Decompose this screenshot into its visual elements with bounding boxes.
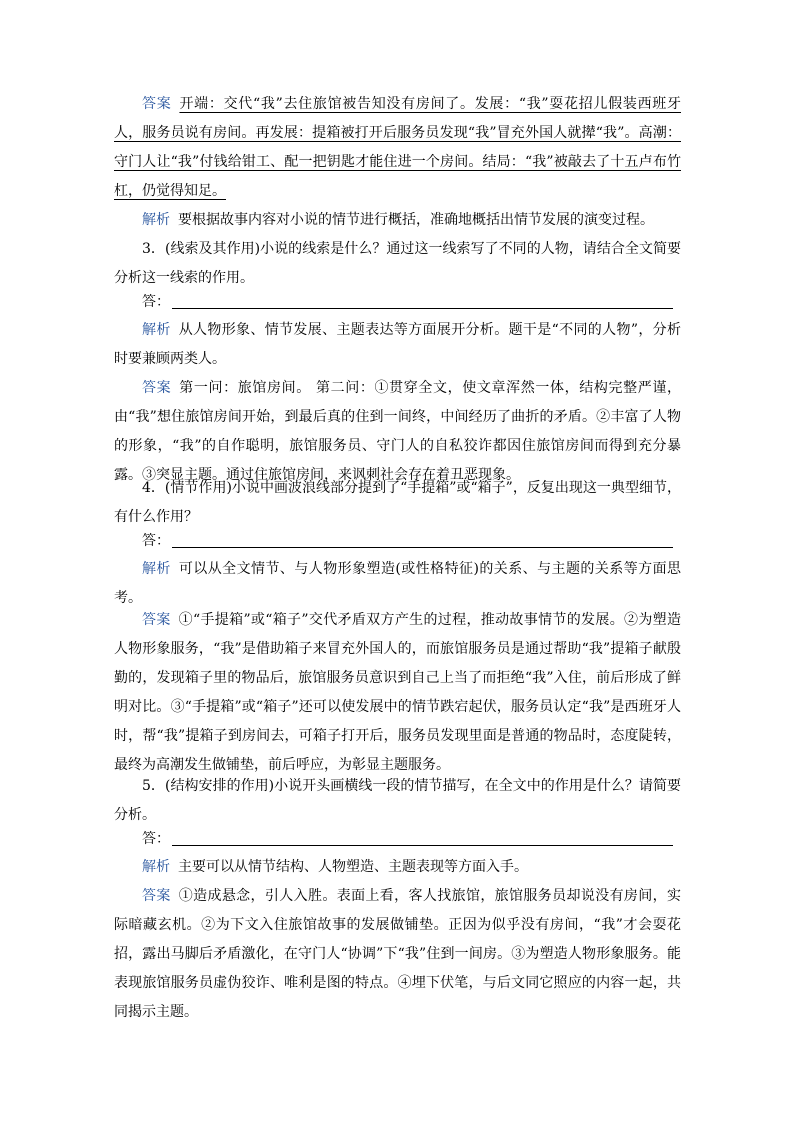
answer-paragraph-3 — [114, 374, 681, 490]
answer-prompt: 答： — [142, 294, 170, 310]
question-5 — [114, 772, 681, 830]
answer-label: 答案 — [142, 380, 172, 396]
answer-label: 答案 — [142, 888, 171, 904]
analysis-text: 要根据故事内容对小说的情节进行概括，准确地概括出情节发展的演变过程。 — [178, 212, 654, 228]
question-4 — [114, 474, 681, 532]
analysis-label: 解析 — [142, 859, 170, 875]
analysis-label: 解析 — [142, 212, 170, 228]
analysis-text: 从人物形象、情节发展、主题表达等方面展开分析。题干是“不同的人物”，分析时要兼顾两类人。 — [114, 322, 682, 367]
question-3 — [114, 235, 681, 293]
answer-label: 答案 — [142, 612, 171, 628]
analysis-paragraph-5 — [114, 853, 681, 882]
answer-text: ①造成悬念，引人入胜。表面上看，客人找旅馆，旅馆服务员却说没有房间，实际暗藏玄机。②为下文入住旅馆故事的发展做铺垫。正因为似乎没有房间，“我”才会耍花招，露出马脚后矛盾激化，在守门人“协调”下“我”住到一间房。③为塑造人物形象服务。能表现旅馆服务员虚伪狡诈、唯利是图的特点。④埋下伏笔，与后文同它照应的内容一起，共同揭示主题。 — [114, 888, 682, 1020]
answer-prompt: 答： — [142, 831, 170, 847]
answer-paragraph-4 — [114, 606, 681, 780]
answer-prompt: 答： — [142, 533, 170, 549]
answer-paragraph-1 — [114, 90, 681, 206]
answer-line-3[interactable] — [114, 288, 681, 317]
analysis-paragraph-4 — [114, 555, 681, 613]
analysis-label: 解析 — [142, 561, 171, 577]
answer-text: ①“手提箱”或“箱子”交代矛盾双方产生的过程，推动故事情节的发展。②为塑造人物形象服务，“我”是借助箱子来冒充外国人的，而旅馆服务员是通过帮助“我”提箱子献殷勤的，发现箱子里的物品后，旅馆服务员意识到自己上当了而拒绝“我”入住，前后形成了鲜明对比。③“手提箱”或“箱子”还可以使发展中的情节跌宕起伏，服务员认定“我”是西班牙人时，帮“我”提箱子到房间去，可箱子打开后，服务员发现里面是普通的物品时，态度陡转，最终为高潮发生做铺垫，前后呼应，为彰显主题服务。 — [114, 612, 681, 773]
answer-paragraph-5 — [114, 882, 681, 1027]
analysis-paragraph-3 — [114, 316, 681, 374]
answer-text: 开端：交代“我”去住旅馆被告知没有房间了。发展：“我”耍花招儿假装西班牙人，服务员说有房间。再发展：提箱被打开后服务员发现“我”冒充外国人就撵“我”。高潮：守门人让“我”付钱给钳工、配一把钥匙才能住进一个房间。结局：“我”被敲去了十五卢布竹杠，仍觉得知足。 — [114, 96, 681, 199]
answer-label: 答案 — [142, 96, 172, 112]
analysis-paragraph-1 — [114, 206, 681, 235]
answer-rule — [172, 308, 673, 309]
question-text: 4．(情节作用)小说中画波浪线部分提到了“手提箱”或“箱子”，反复出现这一典型细节，有什么作用？ — [114, 480, 681, 525]
question-text: 5．(结构安排的作用)小说开头画横线一段的情节描写，在全文中的作用是什么？请简要分析。 — [114, 778, 681, 823]
question-text: 3．(线索及其作用)小说的线索是什么？通过这一线索写了不同的人物，请结合全文简要分析这一线索的作用。 — [114, 241, 681, 286]
answer-text: 第一问：旅馆房间。 第二问：①贯穿全文，使文章浑然一体，结构完整严谨，由“我”想住旅馆房间开始，到最后真的住到一间终，中间经历了曲折的矛盾。②丰富了人物的形象，“我”的自作聪明，旅馆服务员、守门人的自私狡诈都因住旅馆房间而得到充分暴露。③突显主题。通过住旅馆房间，来讽刺社会存在着丑恶现象。 — [114, 380, 682, 483]
analysis-label: 解析 — [142, 322, 171, 338]
answer-rule — [172, 845, 673, 846]
analysis-text: 可以从全文情节、与人物形象塑造(或性格特征)的关系、与主题的关系等方面思考。 — [114, 561, 682, 606]
answer-line-5[interactable] — [114, 825, 681, 854]
answer-line-4[interactable] — [114, 527, 681, 556]
answer-rule — [172, 547, 673, 548]
analysis-text: 主要可以从情节结构、人物塑造、主题表现等方面入手。 — [178, 859, 528, 875]
